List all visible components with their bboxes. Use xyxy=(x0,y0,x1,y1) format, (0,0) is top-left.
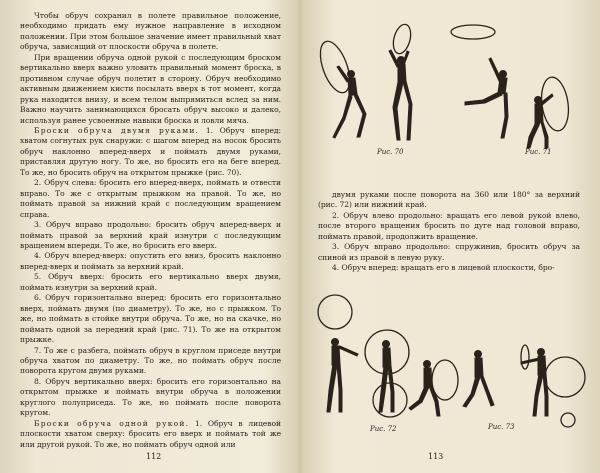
left-paragraph xyxy=(20,53,281,126)
left-paragraph-text: 7. То же с разбега, поймать обруч в круглом приседе внутри обруча хватом по диаметру. То же, но поймать обруч после поворота кругом двумя руками. xyxy=(20,345,281,376)
page-number-right: 113 xyxy=(428,452,444,461)
left-paragraph-text: 1. Обруч вперед: хватом согнутых рук снаружи: с шагом вперед на носок бросить обруч наклонно вперед-вверх и поймать двумя руками, приставляя другую ногу. То же, но бросить его на беге вперед. То же, но бросить обруч на открытом прыжке (рис. 70). xyxy=(20,125,281,177)
right-paragraph-text: 3. Обруч вправо продольно: спружинив, бросить обруч за спиной из правой в левую руку. xyxy=(318,242,580,262)
caption-figure-70: Рис. 70 xyxy=(377,148,404,156)
left-paragraph xyxy=(20,220,281,251)
left-paragraph xyxy=(20,126,281,178)
left-paragraph-text: Чтобы обруч сохранил в полете правильное положение, необходимо придать ему нужное направление в исходном положении. При этом большое значение имеет правильный хват обруча, зависящий от плоскости обруча в полете. xyxy=(20,11,281,52)
left-paragraph xyxy=(20,11,281,53)
left-page-text xyxy=(20,11,281,450)
left-paragraph xyxy=(20,178,281,220)
caption-figure-72: Рис. 72 xyxy=(370,425,397,433)
left-paragraph xyxy=(20,272,281,293)
caption-figure-73: Рис. 73 xyxy=(488,423,515,431)
left-paragraph-text: 1. Обруч в лицевой плоскости хватом сверху: бросить его вверх и поймать той же или другой рукой. То же, но поймать обруч одной или xyxy=(20,418,281,449)
left-paragraph-text: 3. Обруч вправо продольно: бросить обруч вперед-вверх и поймать правой за верхний край изнутри с последующим вращением впереди. То же, но бросить его вверх. xyxy=(20,220,281,250)
caption-figure-71: Рис. 71 xyxy=(525,148,552,156)
left-paragraph xyxy=(20,377,281,419)
figure-70-71-illustration xyxy=(305,22,585,157)
figure-72-73-illustration xyxy=(305,282,590,442)
left-paragraph-text: При вращении обруча одной рукой с последующим броском вертикально вверх важно уловить правильный момент броска, в противном случае обруч полетит в сторону. Обруч необходимо активным движением кисти посылать вверх в тот момент, когда рука находится внизу, и всем телом выпрямиться вслед за ним. Важно научить занимающихся бросать обруч высоко и далеко, используя ранее усвоенные навыки броска и ловли мяча. xyxy=(20,52,281,125)
right-paragraph xyxy=(318,263,580,273)
right-paragraph-text: двумя руками после поворота на 360 или 180° за верхний (рис. 72) или нижний край. xyxy=(318,190,580,210)
left-paragraph xyxy=(20,293,281,345)
left-paragraph-text: 4. Обруч вперед-вверх: опустить его вниз, бросить наклонно вперед-вверх и поймать за верхний край. xyxy=(20,251,281,271)
right-paragraph-text: 2. Обруч влево продольно: вращать его левой рукой влево, после второго вращения бросить по дуге над головой вправо, поймать правой, продолжить вращение. xyxy=(318,210,580,241)
left-paragraph xyxy=(20,419,281,450)
left-paragraph-text: 8. Обруч вертикально вверх: бросить его горизонтально на открытом прыжке и поймать внутри обруча в положении круглого полуприседа. То же, но поймать после поворота кругом. xyxy=(20,376,281,418)
right-paragraph xyxy=(318,211,580,242)
right-page-text xyxy=(318,190,580,274)
right-paragraph-text: 4. Обруч вперед: вращать его в лицевой плоскости, бро- xyxy=(332,263,555,273)
left-paragraph-text: 6. Обруч горизонтально вперед: бросить его горизонтально вверх, поймать двумя (по диаметру). То же, но с прыжком. То же, но поймать в стойке внутри обруча. То же, но на скачке, но поймать одной за передний край (рис. 71). То же на открытом прыжке. xyxy=(20,293,281,345)
left-paragraph-lead: Броски обруча одной рукой. xyxy=(34,418,190,428)
left-paragraph-text: 5. Обруч вверх: бросить его вертикально вверх двумя, поймать изнутри за верхний край. xyxy=(20,272,281,292)
left-paragraph xyxy=(20,251,281,272)
left-paragraph-lead: Броски обруча двумя руками. xyxy=(34,125,200,135)
left-paragraph-text: 2. Обруч слева: бросить его вперед-вверх, поймать и отвести вправо. То же с открытым прыжком на правой. То же, но поймать правой за нижний край с последующим вращением справа. xyxy=(20,178,281,219)
left-paragraph xyxy=(20,346,281,377)
page-number-left: 112 xyxy=(146,452,162,461)
right-paragraph xyxy=(318,242,580,263)
right-paragraph xyxy=(318,190,580,211)
